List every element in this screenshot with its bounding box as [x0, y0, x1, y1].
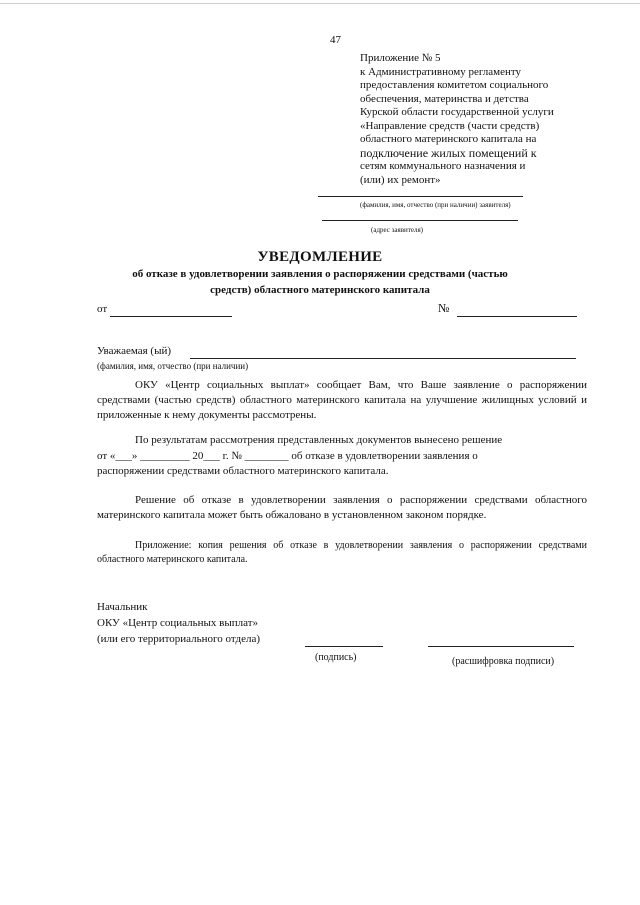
paragraph-decision-line3: распоряжении средствами областного материнского капитала. — [97, 465, 389, 477]
appendix-line: предоставления комитетом социального — [360, 79, 549, 91]
date-line — [110, 316, 232, 317]
applicant-address-caption: (адрес заявителя) — [371, 226, 423, 234]
applicant-name-line — [318, 196, 523, 197]
signature-caption: (подпись) — [315, 652, 357, 663]
signatory-org: ОКУ «Центр социальных выплат» — [97, 617, 259, 629]
paragraph-appeal: Решение об отказе в удовлетворении заявления о распоряжении средствами областного материнского капитала может быть обжаловано в установленном законом порядке. — [97, 494, 587, 521]
paragraph-decision-line2: от «___» _________ 20___ г. № ________ об отказе в удовлетворении заявления о — [97, 450, 478, 462]
document-subtitle-line2: средств) областного материнского капитала — [210, 284, 430, 296]
paragraph-review: ОКУ «Центр социальных выплат» сообщает Вам, что Ваше заявление о распоряжении средствами (частью средств) областного материнского капитала на улучшение жилищных условий и приложенные к нему документы рассмотрены. — [97, 379, 587, 421]
signatory-title: Начальник — [97, 601, 148, 613]
applicant-name-caption: (фамилия, имя, отчество (при наличии) заявителя) — [360, 201, 511, 209]
appendix-line: Курской области государственной услуги — [360, 106, 554, 118]
paragraph-decision-line1: По результатам рассмотрения представленных документов вынесено решение — [135, 434, 503, 446]
appendix-block — [360, 52, 590, 187]
number-line — [457, 316, 577, 317]
applicant-address-line — [322, 220, 518, 221]
signature-line — [305, 646, 383, 647]
appendix-line: «Направление средств (части средств) — [360, 119, 540, 132]
page-number: 47 — [330, 34, 341, 46]
appendix-line: к Административному регламенту — [360, 65, 522, 78]
signatory-org-note: (или его территориального отдела) — [97, 633, 261, 645]
document-title: УВЕДОМЛЕНИЕ — [257, 249, 383, 265]
signature-decode-line — [428, 646, 574, 647]
appendix-line: (или) их ремонт» — [360, 173, 441, 186]
document-subtitle-line1: об отказе в удовлетворении заявления о распоряжении средствами (частью — [132, 268, 508, 280]
appendix-line: областного материнского капитала на — [360, 133, 537, 145]
salutation-label: Уважаемая (ый) — [97, 345, 172, 357]
appendix-line: обеспечения, материнства и детства — [360, 92, 529, 105]
salutation-line — [190, 358, 576, 359]
appendix-line: подключение жилых помещений к — [360, 145, 537, 160]
salutation-caption: (фамилия, имя, отчество (при наличии) — [97, 361, 249, 371]
signature-decode-caption: (расшифровка подписи) — [452, 656, 555, 667]
appendix-line: Приложение № 5 — [360, 52, 441, 64]
page-top-border — [0, 3, 640, 4]
date-label: от — [97, 303, 108, 315]
number-label: № — [438, 301, 450, 315]
appendix-line: сетям коммунального назначения и — [360, 160, 526, 172]
paragraph-attachment: Приложение: копия решения об отказе в удовлетворении заявления о распоряжении средствами областного материнского капитала. — [97, 540, 587, 565]
